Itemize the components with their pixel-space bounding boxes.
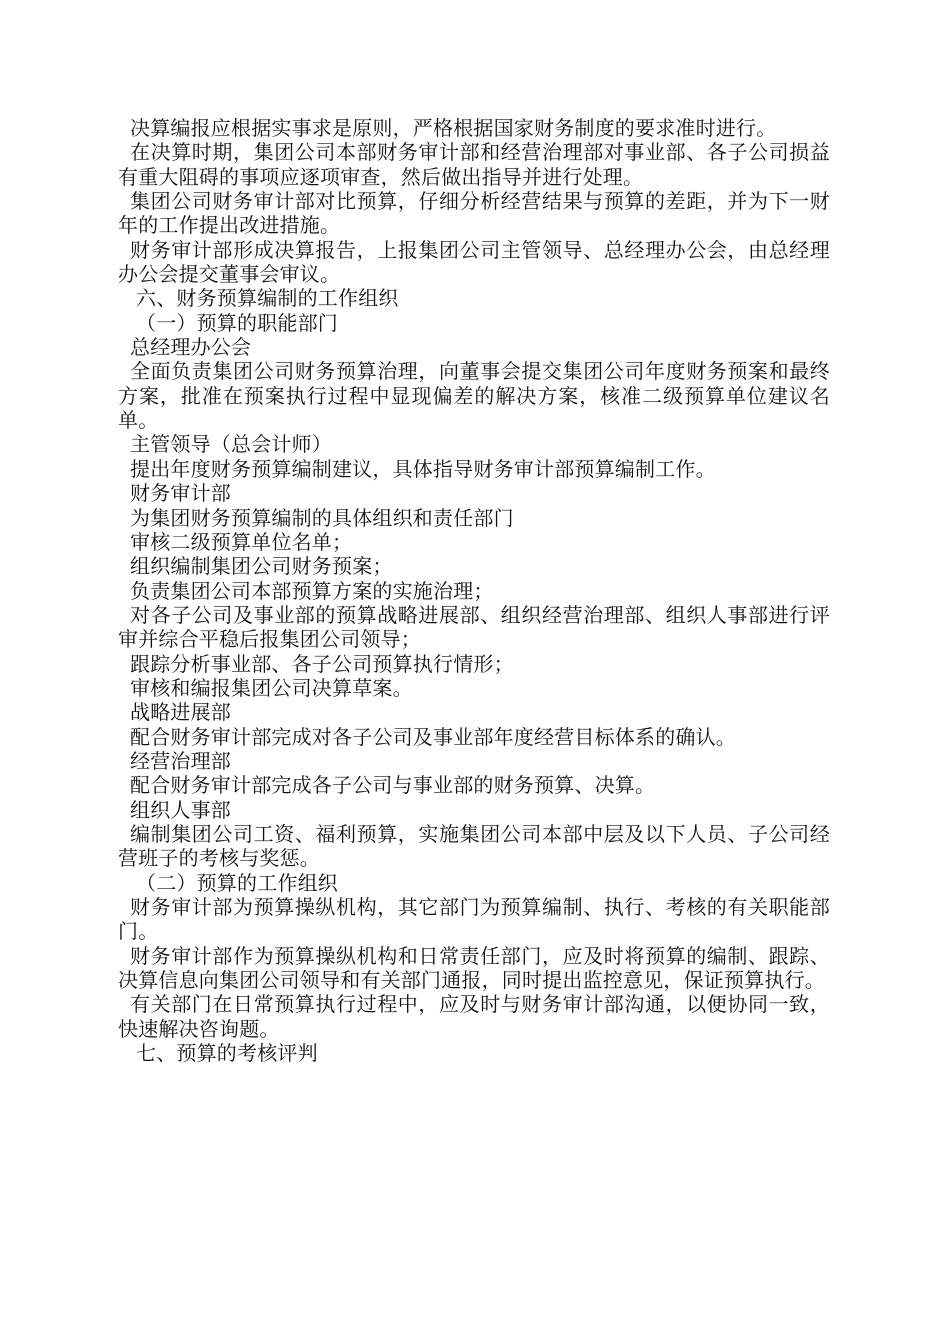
paragraph: 编制集团公司工资、福利预算，实施集团公司本部中层及以下人员、子公司经营班子的考核与奖惩。 (118, 821, 830, 871)
paragraph: 主管领导（总会计师） (130, 432, 332, 457)
subsection-heading: （一）预算的职能部门 (136, 310, 338, 335)
paragraph: 集团公司财务审计部对比预算，仔细分析经营结果与预算的差距，并为下一财年的工作提出改进措施。 (118, 189, 830, 238)
paragraph: 提出年度财务预算编制建议，具体指导财务审计部预算编制工作。 (130, 456, 716, 481)
paragraph: 组织编制集团公司财务预案； (130, 554, 393, 579)
paragraph: 配合财务审计部完成对各子公司及事业部年度经营目标体系的确认。 (130, 724, 736, 749)
section-heading: 六、财务预算编制的工作组织 (136, 286, 399, 311)
paragraph: 为集团财务预算编制的具体组织和责任部门 (130, 505, 514, 530)
section-heading: 七、预算的考核评判 (136, 1041, 318, 1066)
paragraph: 战略进展部 (130, 700, 231, 725)
paragraph: 审核和编报集团公司决算草案。 (130, 675, 413, 700)
document-body (118, 116, 830, 1065)
paragraph: 决算编报应根据实事求是原则，严格根据国家财务制度的要求准时进行。 (130, 116, 777, 140)
subsection-heading: （二）预算的工作组织 (136, 870, 338, 895)
paragraph: 财务审计部为预算操纵机构，其它部门为预算编制、执行、考核的有关职能部门。 (118, 895, 830, 944)
paragraph: 跟踪分析事业部、各子公司预算执行情形； (130, 651, 514, 676)
paragraph: 总经理办公会 (130, 335, 252, 360)
paragraph: 财务审计部形成决算报告，上报集团公司主管领导、总经理办公会，由总经理办公会提交董事会审议。 (118, 237, 830, 287)
paragraph: 配合财务审计部完成各子公司与事业部的财务预算、决算。 (130, 773, 656, 798)
paragraph: 在决算时期，集团公司本部财务审计部和经营治理部对事业部、各子公司损益有重大阻碍的事项应逐项审查，然后做出指导并进行处理。 (118, 140, 830, 189)
paragraph: 财务审计部作为预算操纵机构和日常责任部门，应及时将预算的编制、跟踪、决算信息向集团公司领导和有关部门通报，同时提出监控意见，保证预算执行。 (118, 943, 830, 993)
paragraph: 有关部门在日常预算执行过程中，应及时与财务审计部沟通，以便协同一致，快速解决咨询题。 (118, 992, 830, 1041)
paragraph: 财务审计部 (130, 481, 231, 506)
paragraph: 经营治理部 (130, 748, 231, 773)
paragraph: 负责集团公司本部预算方案的实施治理； (130, 578, 494, 603)
paragraph: 组织人事部 (130, 797, 231, 822)
paragraph: 全面负责集团公司财务预算治理，向董事会提交集团公司年度财务预案和最终方案，批准在预案执行过程中显现偏差的解决方案，核准二级预算单位建议名单。 (118, 359, 830, 433)
paragraph: 对各子公司及事业部的预算战略进展部、组织经营治理部、组织人事部进行评审并综合平稳后报集团公司领导； (118, 602, 830, 652)
paragraph: 审核二级预算单位名单； (130, 529, 353, 554)
